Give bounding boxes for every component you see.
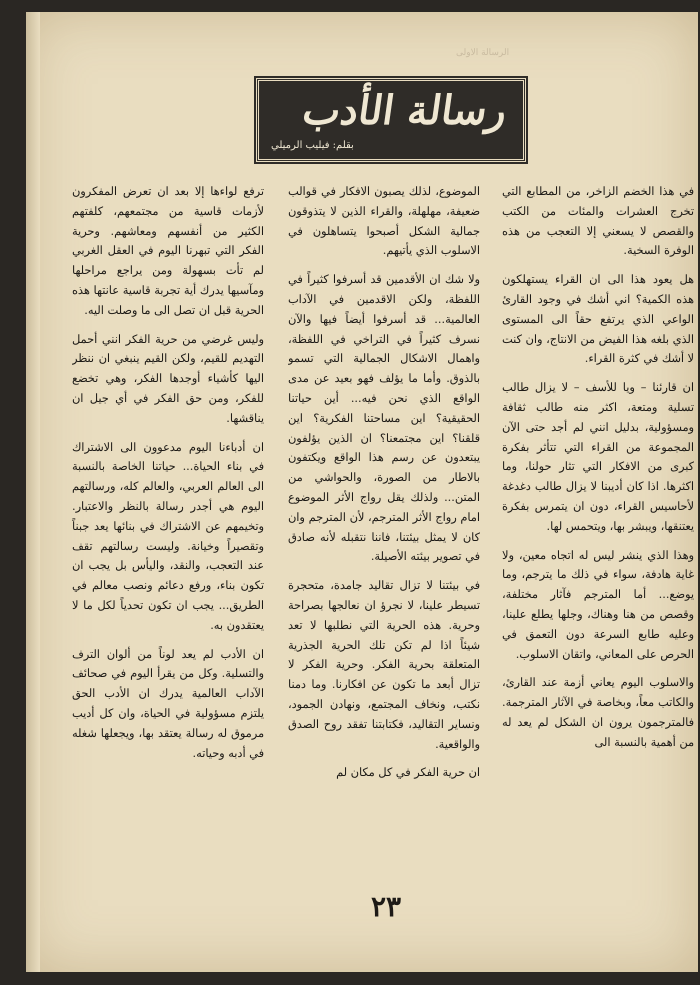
paragraph: ان قارئنا – ويا للأسف – لا يزال طالب تسلية ومتعة، اكثر منه طالب ثقافة ومسؤولية، بدليل انني لم أجد حتى الآن المجموعة من القراء التي تتأثر بفكرة كبرى من الافكار التي تثار حولنا، وما اكثرها. اذا كان أديبنا لا يزال طالب دغدغة لأحاسيس القراء، دون ان يتمرس بفكرة يعتنقها، ويبشر بها، ويتحمس لها. [502,381,694,533]
paragraph: ان الأدب لم يعد لوناً من ألوان الترف والتسلية. وكل من يقرأ اليوم في صحائف الآداب العالمية يدرك ان الأدب الحق يلتزم مسؤولية في الحياة، وان كل أديب مرموق له رسالة يعتقد بها، ويجعلها شغله في أدبه وحياته. [72,647,264,760]
text-column-left [72,182,264,902]
page-spine-shadow [26,12,40,972]
text-column-right [502,182,694,902]
paragraph: هل يعود هذا الى ان القراء يستهلكون هذه الكمية؟ اني أشك في وجود القارئ الواعي الذي يرتفع حقاً الى المستوى الذي بلغه هذا الفيض من الانتاج، وان كنت لا أشك في كثرة القراء. [502,273,694,366]
paragraph: ان حرية الفكر في كل مكان لم [336,766,480,780]
magazine-page [26,12,698,972]
paragraph: ان أدباءنا اليوم مدعوون الى الاشتراك في بناء الحياة... حياتنا الخاصة بالنسبة الى العالم العربي، والعالم كله، ورسالتهم اليوم هي أجدر رسالة بالنظر والاعتبار. وتخيمهم عن الاشتراك في بنائها يعد جبناً وتقصيراً وخيانة. وليست رسالتهم تقف عند التعجب، والنقد، واليأس بل يجب ان تكون بناء، ورفع دعائم ونصب معالم في الطريق... يجب ان تكون تحدياً لكل ما لا يعتقدون به. [72,440,264,632]
masthead-author: بقلم: فيليب الرميلي [271,140,354,151]
column-masthead [256,78,526,162]
paragraph: وهذا الذي ينشر ليس له اتجاه معين، ولا غاية هادفة، سواء في ذلك ما يترجم، وما يوضع... أما المترجم فآثار مختلفة، وقصص من هنا وهناك، وجلها يطلع علينا، وعليه طابع السرعة دون التعمق في الحرص على المعاني، واتقان الاسلوب. [502,548,694,661]
paragraph: الموضوع، لذلك يصبون الافكار في قوالب ضعيفة، مهلهلة، والقراء الذين لا يتذوقون جمالية الشكل أصبحوا يتساهلون في الاسلوب الذي يأتيهم. [288,185,480,258]
faint-bleedthrough-text: الرسالة الاولى [456,48,510,58]
paragraph: في هذا الخضم الزاخر، من المطابع التي تخرج العشرات والمئات من الكتب والقصص لا يسعني إلا التعجب من هذه الوفرة السخية. [502,185,694,258]
masthead-title: رسالة الأدب [300,87,511,134]
paragraph: في بيئتنا لا تزال تقاليد جامدة، متحجرة تسيطر علينا، لا نجرؤ ان نعالجها بصراحة وحرية. هذه الحرية التي نطلبها لا تعد شيئاً اذا لم تكن تلك الحرية الجذرية المتعلقة بحرية الفكر. وحرية الفكر لا تزال أبعد ما تكون عن افكارنا. وما دمنا نكتب، ونخاف المجتمع، ونهادن الجمود، ونساير التقاليد، فكتابتنا تفقد روح الصدق والواقعية. [288,579,480,751]
page-number: ٢٣ [370,890,402,923]
paragraph: والاسلوب اليوم يعاني أزمة عند القارئ، والكاتب معاً، وبخاصة في الآثار المترجمة. فالمترجمون يرون ان الشكل لم يعد له من أهمية بالنسبة الى [502,676,694,749]
paragraph: وليس غرضي من حرية الفكر انني أحمل التهديم للقيم، ولكن القيم ينبغي ان ننظر اليها كأشياء أوجدها الفكر، وهي تخضع للفكر، ومن حق الفكر في أي جيل ان يناقشها. [72,332,264,425]
text-column-middle [288,182,480,902]
paragraph: ولا شك ان الأقدمين قد أسرفوا كثيراً في اللفظة، ولكن الاقدمين في الآداب العالمية... قد أسرفوا أيضاً فيها والآن نسرف كثيراً في التراخي في اللفظة، واهمال الاشكال الجمالية التي تسمو بالذوق. وأما ما يؤلف فهو بعيد عن مدى الواقع الذي نحن فيه... أين حياتنا الحقيقية؟ اين مساحتنا الفكرية؟ اين قلقنا؟ اين مجتمعنا؟ ان الذين يؤلفون يبتعدون عن رسم هذا الواقع ويكتفون بالاطار من الصورة، والحواشي من المتن... ولذلك يقل رواج الأثر الموضوع امام رواج الأثر المترجم، لأن المترجم وان كان لا يمثل بيئتنا، فاننا نتقبله لأنه صادق في تصوير بيئته الأصيلة. [288,273,480,564]
paragraph: ترفع لواءها إلا بعد ان تعرض المفكرون لأزمات قاسية من مجتمعهم، كلفتهم الكثير من أنفسهم ومعاشهم. وحرية الفكر التي تبهرنا اليوم في العقل الغربي لم تأت بسهولة ومن يراجع مراحلها ومآسيها يدرك أية تجربة قاسية عانتها هذه الحرية قبل ان تصل الى ما وصلت اليه. [72,185,264,317]
